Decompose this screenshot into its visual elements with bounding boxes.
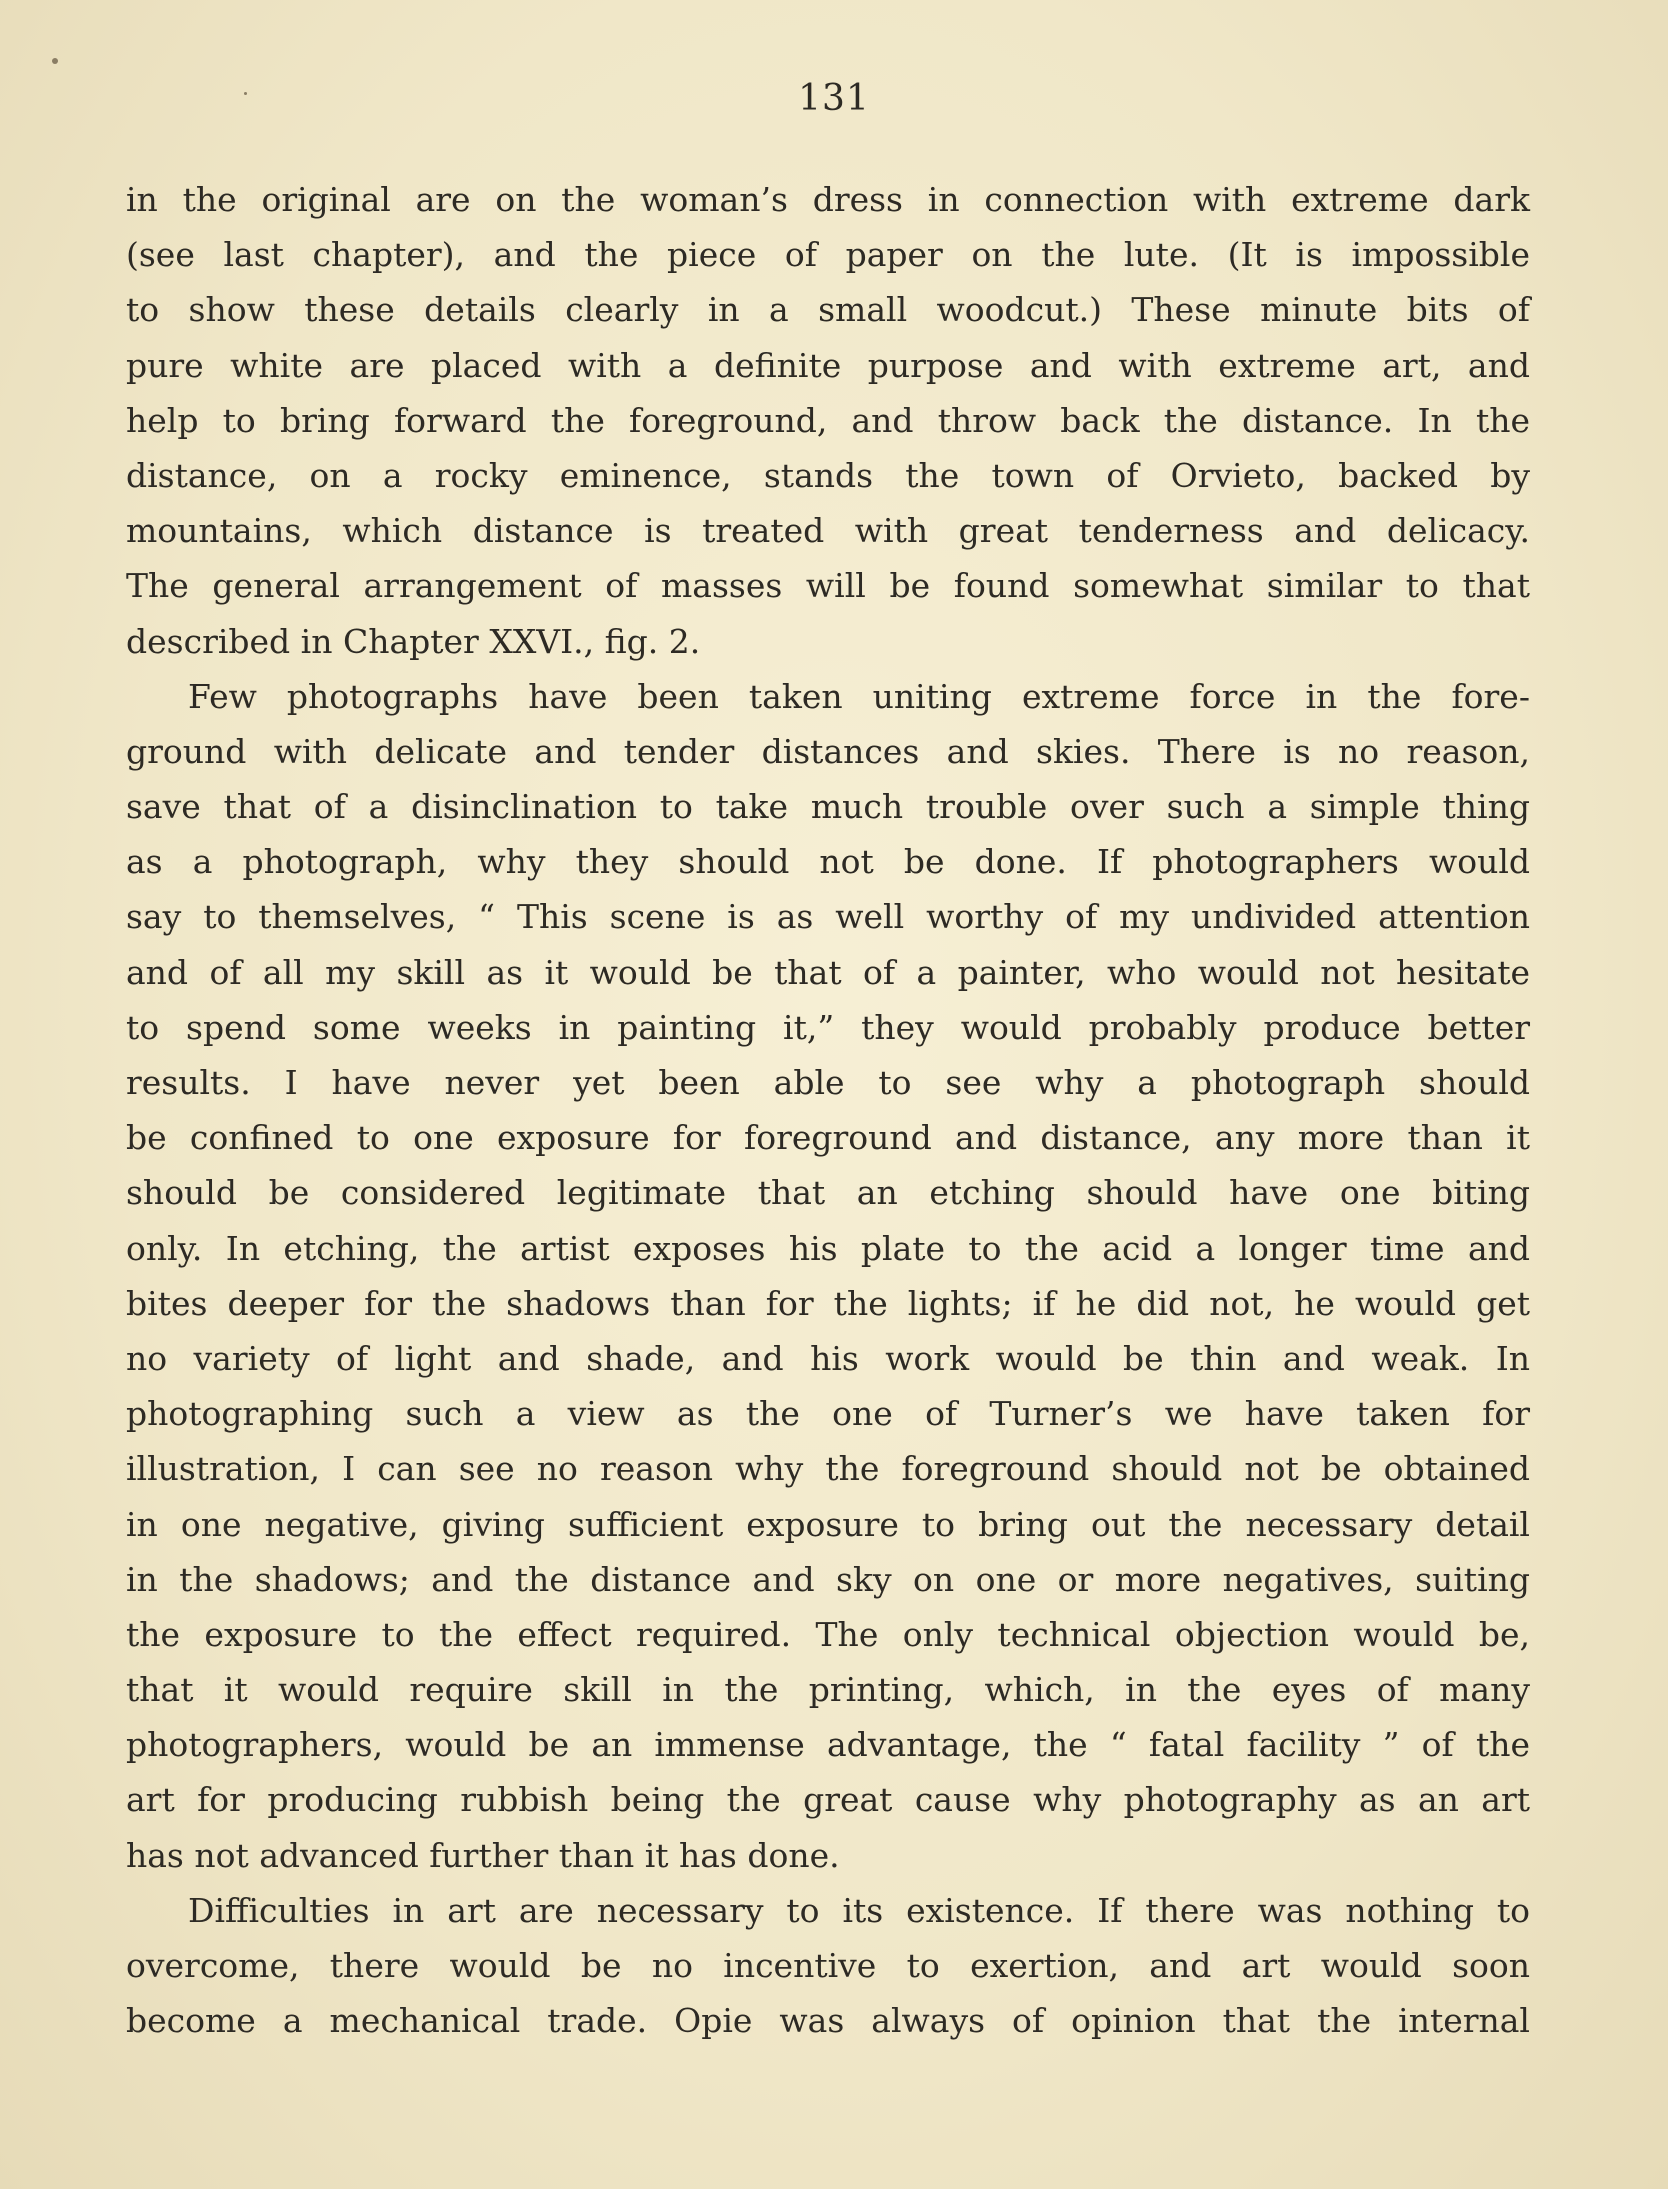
text-line: say to themselves, “ This scene is as well worthy of my undivided attention [126,897,1530,937]
text-line: Difficulties in art are necessary to its existence. If there was nothing to [188,1890,1530,1930]
text-line: help to bring forward the foreground, and throw back the distance. In the [126,400,1530,440]
text-line: described in Chapter XXVI., fig. 2. [126,621,701,661]
text-line: distance, on a rocky eminence, stands the town of Orvieto, backed by [126,455,1530,495]
text-line: as a photograph, why they should not be done. If photographers would [126,842,1530,882]
text-line: results. I have never yet been able to see why a photograph should [126,1063,1530,1102]
text-line: pure white are placed with a definite purpose and with extreme art, and [126,345,1530,385]
text-line: save that of a disinclination to take much trouble over such a simple thing [126,787,1530,827]
text-line: illustration, I can see no reason why the foreground should not be obtained [126,1449,1530,1489]
paper-speck [52,58,58,64]
text-line: in the shadows; and the distance and sky on one or more negatives, suiting [126,1559,1530,1599]
text-line: should be considered legitimate that an etching should have one biting [126,1173,1530,1213]
page-number: 131 [798,78,870,119]
text-line: no variety of light and shade, and his work would be thin and weak. In [126,1338,1530,1378]
text-line: in one negative, giving sufficient exposure to bring out the necessary detail [126,1504,1530,1544]
text-line: (see last chapter), and the piece of paper on the lute. (It is impossible [126,235,1530,275]
body-text [126,172,1530,2048]
text-line: bites deeper for the shadows than for the lights; if he did not, he would get [126,1283,1530,1323]
text-line: has not advanced further than it has done. [126,1835,840,1875]
text-line: to show these details clearly in a small woodcut.) These minute bits of [126,290,1530,330]
text-line: and of all my skill as it would be that of a painter, who would not hesitate [126,952,1530,992]
text-line: the exposure to the effect required. The only technical objection would be, [126,1614,1530,1654]
text-line: Few photographs have been taken uniting extreme force in the fore- [188,676,1530,716]
text-line: only. In etching, the artist exposes his plate to the acid a longer time and [126,1228,1530,1268]
paragraph [126,172,1530,669]
text-line: photographers, would be an immense advantage, the “ fatal facility ” of the [126,1725,1530,1765]
text-line: be confined to one exposure for foreground and distance, any more than it [126,1118,1530,1158]
text-line: to spend some weeks in painting it,” they would probably produce better [126,1007,1530,1047]
text-line: The general arrangement of masses will be found somewhat similar to that [126,566,1530,606]
text-line: in the original are on the woman’s dress in connection with extreme dark [126,180,1530,219]
paragraph [126,669,1530,1883]
text-line: ground with delicate and tender distances and skies. There is no reason, [126,731,1530,771]
text-line: overcome, there would be no incentive to exertion, and art would soon [126,1946,1530,1985]
text-line: mountains, which distance is treated with great tenderness and delicacy. [126,511,1530,551]
text-line: photographing such a view as the one of Turner’s we have taken for [126,1394,1530,1434]
paragraph [126,1883,1530,2049]
text-line: become a mechanical trade. Opie was always of opinion that the internal [126,2001,1530,2041]
text-line: art for producing rubbish being the great cause why photography as an art [126,1780,1530,1820]
text-line: that it would require skill in the printing, which, in the eyes of many [126,1670,1530,1710]
